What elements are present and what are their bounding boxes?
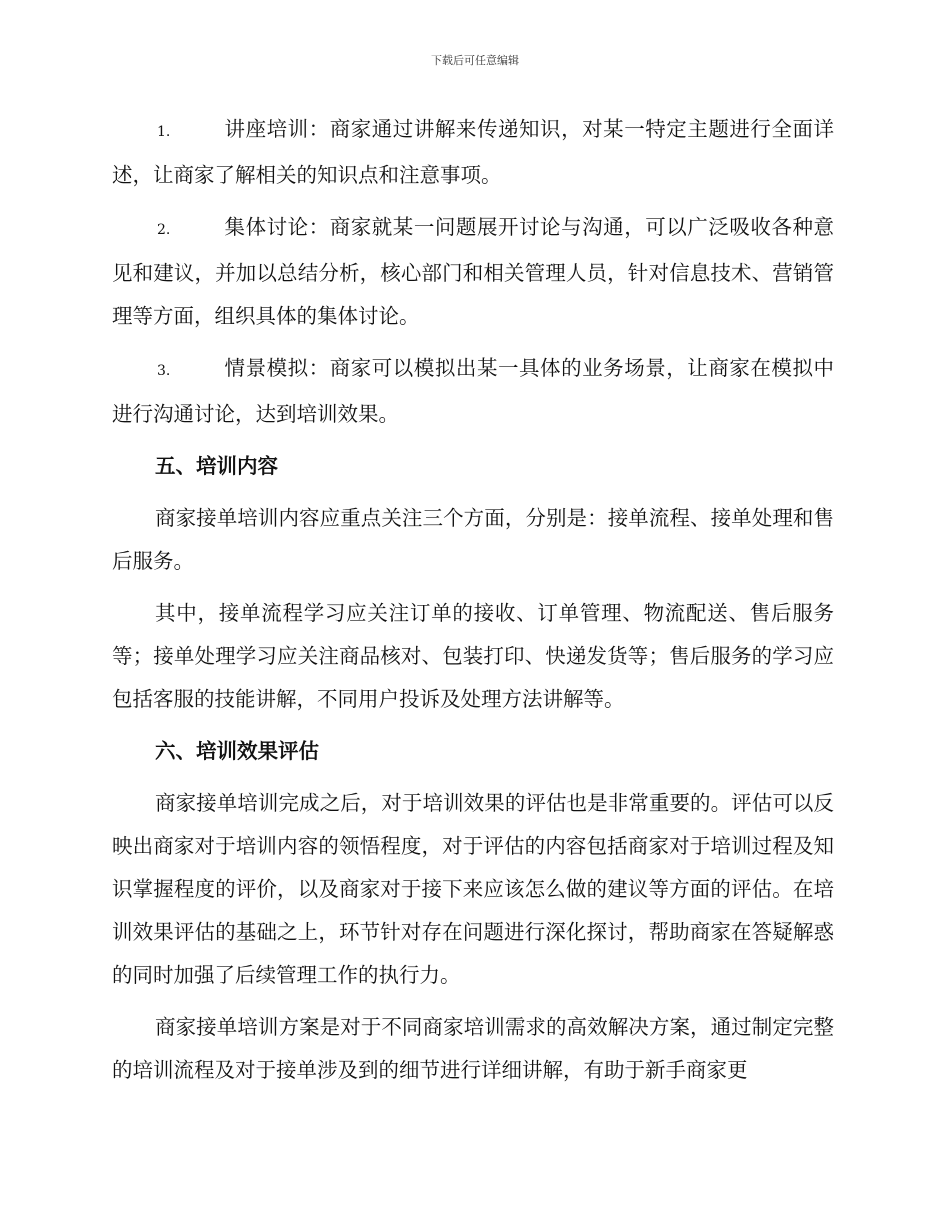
list-item [112, 347, 834, 436]
list-item-text: 讲座培训：商家通过讲解来传递知识，对某一特定主题进行全面详述，让商家了解相关的知识点和注意事项。 [112, 117, 834, 187]
paragraph: 商家接单培训内容应重点关注三个方面，分别是：接单流程、接单处理和售后服务。 [112, 506, 834, 573]
paragraph: 其中，接单流程学习应关注订单的接收、订单管理、物流配送、售后服务等；接单处理学习应关注商品核对、包装打印、快递发货等；售后服务的学习应包括客服的技能讲解，不同用户投诉及处理方法讲解等。 [112, 601, 834, 711]
paragraph: 商家接单培训方案是对于不同商家培训需求的高效解决方案，通过制定完整的培训流程及对于接单涉及到的细节进行详细讲解，有助于新手商家更 [112, 1015, 834, 1082]
list-item [112, 108, 834, 197]
page-header: 下载后可任意编辑 [431, 54, 519, 67]
section-heading-training-evaluation: 六、培训效果评估 [155, 739, 319, 763]
document-body [112, 108, 834, 1101]
list-number: 2. [157, 222, 171, 238]
section-heading-training-content: 五、培训内容 [155, 454, 278, 478]
list-item-text: 集体讨论：商家就某一问题展开讨论与沟通，可以广泛吸收各种意见和建议，并加以总结分析，核心部门和相关管理人员，针对信息技术、营销管理等方面，组织具体的集体讨论。 [112, 215, 834, 328]
list-item [112, 206, 834, 338]
list-item-text: 情景模拟：商家可以模拟出某一具体的业务场景，让商家在模拟中进行沟通讨论，达到培训效果。 [112, 356, 834, 426]
list-number: 1. [157, 124, 171, 140]
list-number: 3. [157, 363, 171, 379]
paragraph: 商家接单培训完成之后，对于培训效果的评估也是非常重要的。评估可以反映出商家对于培训内容的领悟程度，对于评估的内容包括商家对于培训过程及知识掌握程度的评价，以及商家对于接下来应该怎么做的建议等方面的评估。在培训效果评估的基础之上，环节针对存在问题进行深化探讨，帮助商家在答疑解惑的同时加强了后续管理工作的执行力。 [112, 791, 834, 987]
